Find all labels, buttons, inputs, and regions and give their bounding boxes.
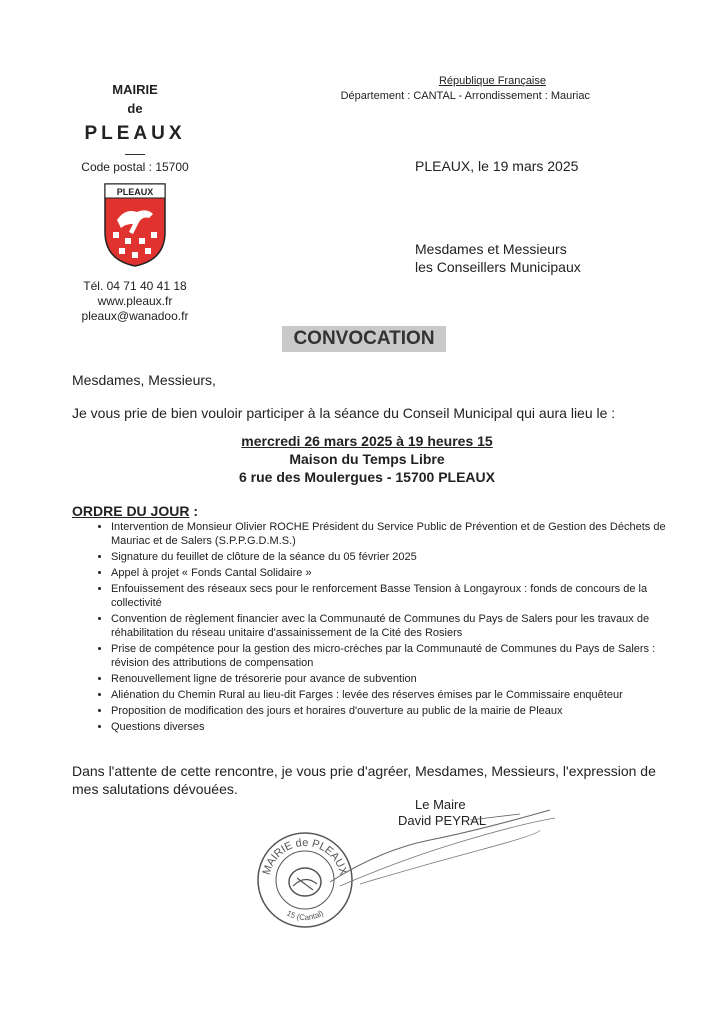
agenda-item: • Intervention de Monsieur Olivier ROCHE Président du Service Public de Prévention et de Gestion des Déchets de Mauriac et de Salers (S.P.P.G.D.M.S.) (111, 520, 671, 548)
de-label: de (127, 101, 143, 116)
intro-text: Je vous prie de bien vouloir participer à la séance du Conseil Municipal qui aura lieu le : (72, 405, 616, 421)
agenda-colon: : (189, 503, 199, 519)
agenda-item: • Enfouissement des réseaux secs pour le renforcement Basse Tension à Longayroux : fonds de concours de la collectivité (111, 582, 671, 610)
website-link[interactable]: www.pleaux.fr (97, 294, 173, 308)
stamp-text: MAIRIE de PLEAUX (260, 836, 350, 877)
agenda-item: • Signature du feuillet de clôture de la séance du 05 février 2025 (111, 550, 671, 564)
republic-label: République Française (438, 75, 546, 87)
recipient-line-1: Mesdames et Messieurs (415, 241, 567, 257)
recipient-line-2: les Conseillers Municipaux (415, 259, 581, 275)
stamp-bottom-text: 15 (Cantal) (285, 908, 325, 923)
agenda-heading (72, 503, 198, 519)
salutation: Mesdames, Messieurs, (72, 372, 216, 388)
svg-text:15 (Cantal) (285, 908, 325, 922)
phone: Tél. 04 71 40 41 18 (83, 279, 187, 293)
email-link[interactable]: pleaux@wanadoo.fr (81, 309, 189, 323)
agenda-item: • Renouvellement ligne de trésorerie pour avance de subvention (111, 672, 671, 686)
document-title: CONVOCATION (293, 328, 435, 349)
shield-text: PLEAUX (116, 187, 154, 197)
agenda-list (95, 520, 671, 736)
agenda-item: • Questions diverses (111, 720, 671, 734)
agenda-title: ORDRE DU JOUR (72, 503, 190, 519)
postal-code: Code postal : 15700 (81, 160, 189, 174)
agenda-item: • Convention de règlement financier avec la Communauté de Communes du Pays de Salers pour les travaux de réhabilitation du réseau unitaire d'assainissement de la Cité des Rosiers (111, 612, 671, 640)
signatory-name: David PEYRAL (398, 813, 487, 828)
meeting-address: 6 rue des Moulergues - 15700 PLEAUX (239, 469, 495, 485)
coat-of-arms-icon (103, 182, 167, 268)
agenda-item: • Prise de compétence pour la gestion des micro-crèches par la Communauté de Communes du Pays de Salers : révision des attributions de compensation (111, 642, 671, 670)
closing-text: Dans l'attente de cette rencontre, je vous prie d'agréer, Mesdames, Messieurs, l'expression de mes salutations dévouées. (72, 763, 656, 797)
departement-label: Département : CANTAL - Arrondissement : Mauriac (340, 90, 590, 102)
town-name: PLEAUX (84, 123, 186, 144)
mairie-header (60, 80, 210, 324)
recipient-block (415, 240, 581, 276)
meeting-details (72, 432, 662, 486)
agenda-item: • Aliénation du Chemin Rural au lieu-dit Farges : levée des réserves émises par le Commissaire enquêteur (111, 688, 671, 702)
signature-icon (320, 800, 560, 890)
divider (125, 154, 145, 155)
mairie-label: MAIRIE (112, 82, 158, 97)
signatory-role: Le Maire (415, 797, 466, 812)
agenda-item: • Proposition de modification des jours et horaires d'ouverture au public de la mairie de Pleaux (111, 704, 671, 718)
republic-header (300, 74, 590, 104)
date-line: PLEAUX, le 19 mars 2025 (415, 158, 579, 174)
meeting-datetime: mercredi 26 mars 2025 à 19 heures 15 (241, 433, 493, 449)
agenda-item: • Appel à projet « Fonds Cantal Solidaire » (111, 566, 671, 580)
meeting-place: Maison du Temps Libre (289, 451, 445, 467)
